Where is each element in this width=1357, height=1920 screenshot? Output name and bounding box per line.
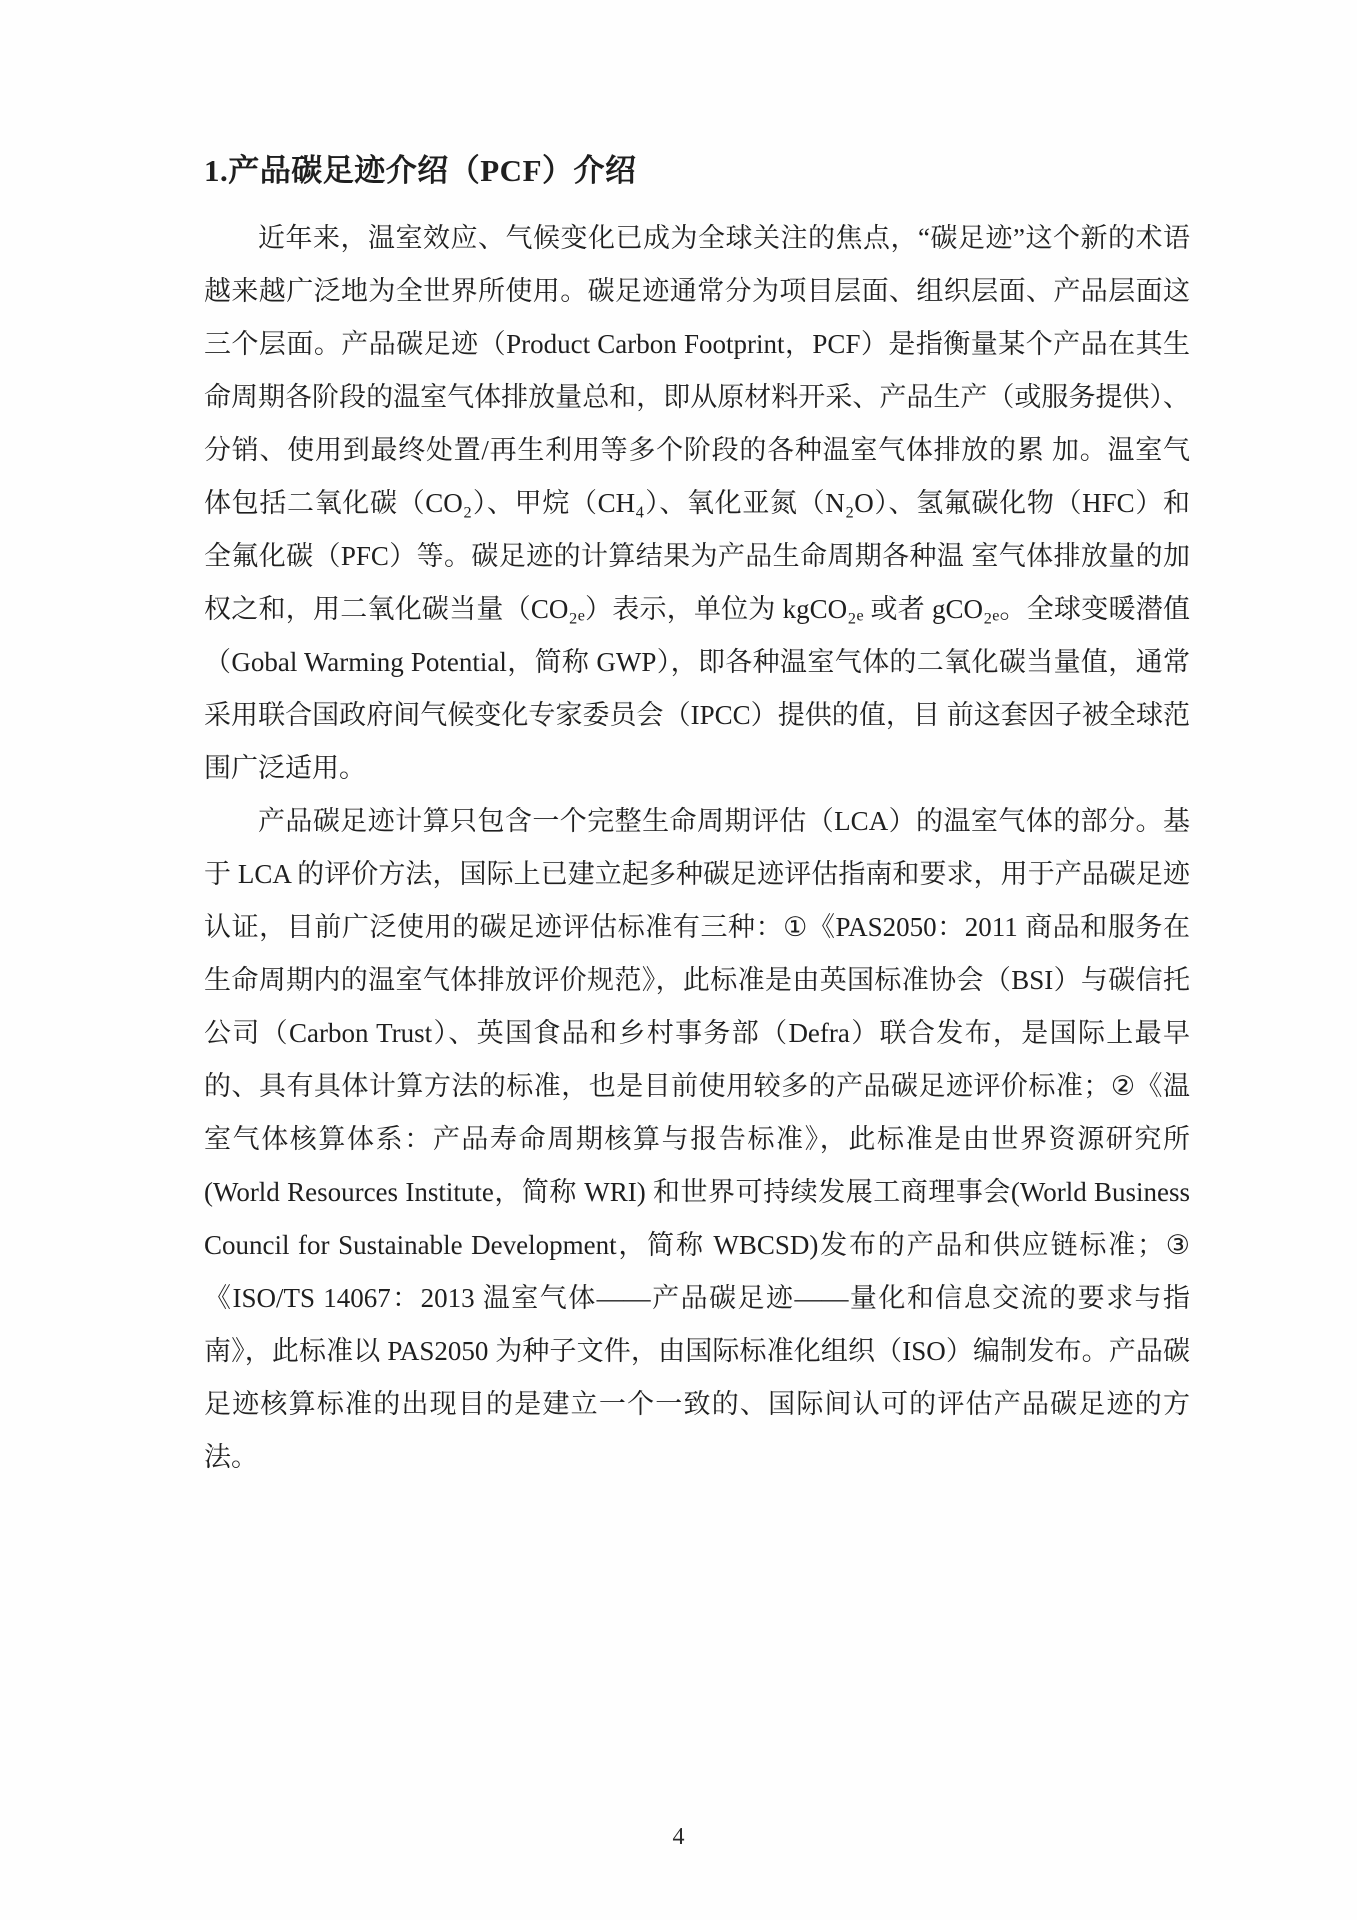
paragraph-pcf-intro: 近年来，温室效应、气候变化已成为全球关注的焦点，“碳足迹”这个新的术语越来越广泛地为全世界所使用。碳足迹通常分为项目层面、组织层面、产品层面这三个层面。产品碳足迹（Product Carbon Footprint，PCF）是指衡量某个产品在其生命周期各阶段的温室气体排放量总和，即从原材料开采、产品生产（或服务提供）、分销、使用到最终处置/再生利用等多个阶段的各种温室气体排放的累 加。温室气体包括二氧化碳（CO₂）、甲烷（CH₄）、氧化亚氮（N₂O）、氢氟碳化物（HFC）和全氟化碳（PFC）等。碳足迹的计算结果为产品生命周期各种温 室气体排放量的加权之和，用二氧化碳当量（CO₂ₑ）表示，单位为 kgCO₂ₑ 或者 gCO₂ₑ。全球变暖潜值（Gobal Warming Potential，简称 GWP），即各种温室气体的二氧化碳当量值，通常采用联合国政府间气候变化专家委员会（IPCC）提供的值，目 前这套因子被全球范围广泛适用。 (204, 223, 1190, 783)
page-number: 4 (672, 1824, 685, 1850)
paragraph-pcf-standards: 产品碳足迹计算只包含一个完整生命周期评估（LCA）的温室气体的部分。基于 LCA 的评价方法，国际上已建立起多种碳足迹评估指南和要求，用于产品碳足迹认证，目前广泛使用的碳足迹评估标准有三种：①《PAS2050：2011 商品和服务在生命周期内的温室气体排放评价规范》，此标准是由英国标准协会（BSI）与碳信托公司（Carbon Trust）、英国食品和乡村事务部（Defra）联合发布，是国际上最早的、具有具体计算方法的标准，也是目前使用较多的产品碳足迹评价标准；②《温室气体核算体系：产品寿命周期核算与报告标准》，此标准是由世界资源研究所(World Resources Institute，简称 WRI) 和世界可持续发展工商理事会(World Business Council for Sustainable Development，简称 WBCSD)发布的产品和供应链标准；③《ISO/TS 14067：2013 温室气体——产品碳足迹——量化和信息交流的要求与指南》，此标准以 PAS2050 为种子文件，由国际标准化组织（ISO）编制发布。产品碳足迹核算标准的出现目的是建立一个一致的、国际间认可的评估产品碳足迹的方法。 (204, 806, 1190, 1472)
document-content (204, 150, 1190, 1484)
page-footer (0, 1822, 1357, 1852)
section-heading: 1.产品碳足迹介绍（PCF）介绍 (204, 153, 637, 188)
